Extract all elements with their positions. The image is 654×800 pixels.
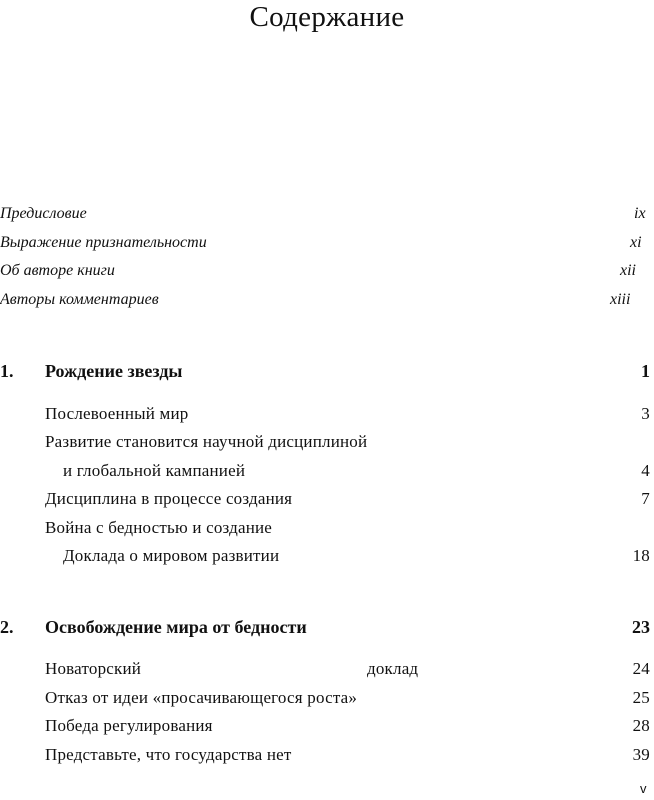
toc-page-number: 1: [641, 361, 650, 381]
toc-entry-label: Послевоенный мир: [45, 404, 189, 423]
toc-entry-label: Дисциплина в процессе создания: [45, 489, 293, 508]
toc-page-number: 18: [632, 546, 650, 565]
toc-page-number: 24: [632, 659, 650, 678]
toc-front-item-acknowledgements[interactable]: [0, 232, 648, 254]
toc-front-item-preface[interactable]: [0, 203, 648, 225]
toc-front-item-commentators[interactable]: [0, 289, 648, 311]
toc-page-number: xii: [620, 262, 636, 279]
toc-page-number: 7: [641, 489, 650, 508]
toc-chapter-2[interactable]: [0, 614, 650, 640]
toc-page-number: 23: [632, 617, 650, 637]
folio-page-number: v: [640, 781, 647, 796]
toc-entry-label: и глобальной кампанией: [63, 461, 246, 480]
toc-entry-label: Отказ от идеи «просачивающегося роста»: [45, 688, 358, 707]
toc-entry[interactable]: [45, 686, 650, 710]
toc-entry-label: Доклада о мировом развитии: [63, 546, 280, 565]
toc-entry[interactable]: [45, 516, 650, 540]
toc-page-number: 39: [632, 745, 650, 764]
toc-page-number: ix: [634, 205, 646, 222]
toc-entry-label: Война с бедностью и создание: [45, 518, 273, 537]
toc-entry[interactable]: [45, 402, 650, 426]
toc-page-number: xi: [630, 234, 642, 251]
toc-entry[interactable]: [45, 487, 650, 511]
toc-entry-continuation[interactable]: [63, 544, 650, 568]
toc-entry-label: Выражение признательности: [0, 234, 207, 251]
toc-entry[interactable]: [45, 657, 650, 681]
toc-chapter-1[interactable]: [0, 358, 650, 384]
toc-entry[interactable]: [45, 430, 650, 454]
toc-entry[interactable]: [45, 743, 650, 767]
toc-page-number: 28: [632, 716, 650, 735]
toc-entry-label: Представьте, что государства нет: [45, 745, 292, 764]
toc-page-number: 3: [641, 404, 650, 423]
toc-entry-continuation[interactable]: [63, 459, 650, 483]
toc-entry-label: Об авторе книги: [0, 262, 115, 279]
page-title: Содержание: [249, 1, 405, 33]
toc-entry-label: Новаторский: [45, 659, 142, 678]
toc-page-number: 25: [632, 688, 650, 707]
toc-entry-label-part: доклад: [367, 659, 419, 678]
toc-page-number: 4: [641, 461, 650, 480]
toc-front-item-about-author[interactable]: [0, 260, 648, 282]
toc-entry[interactable]: [45, 714, 650, 738]
chapter-number: 2.: [0, 617, 14, 637]
chapter-number: 1.: [0, 361, 14, 381]
chapter-title: Освобождение мира от бедности: [45, 617, 307, 637]
chapter-title: Рождение звезды: [45, 361, 183, 381]
toc-entry-label: Авторы комментариев: [0, 291, 159, 308]
toc-entry-label: Развитие становится научной дисциплиной: [45, 432, 368, 451]
toc-entry-label: Предисловие: [0, 205, 87, 222]
toc-page-number: xiii: [610, 291, 631, 308]
toc-entry-label: Победа регулирования: [45, 716, 213, 735]
